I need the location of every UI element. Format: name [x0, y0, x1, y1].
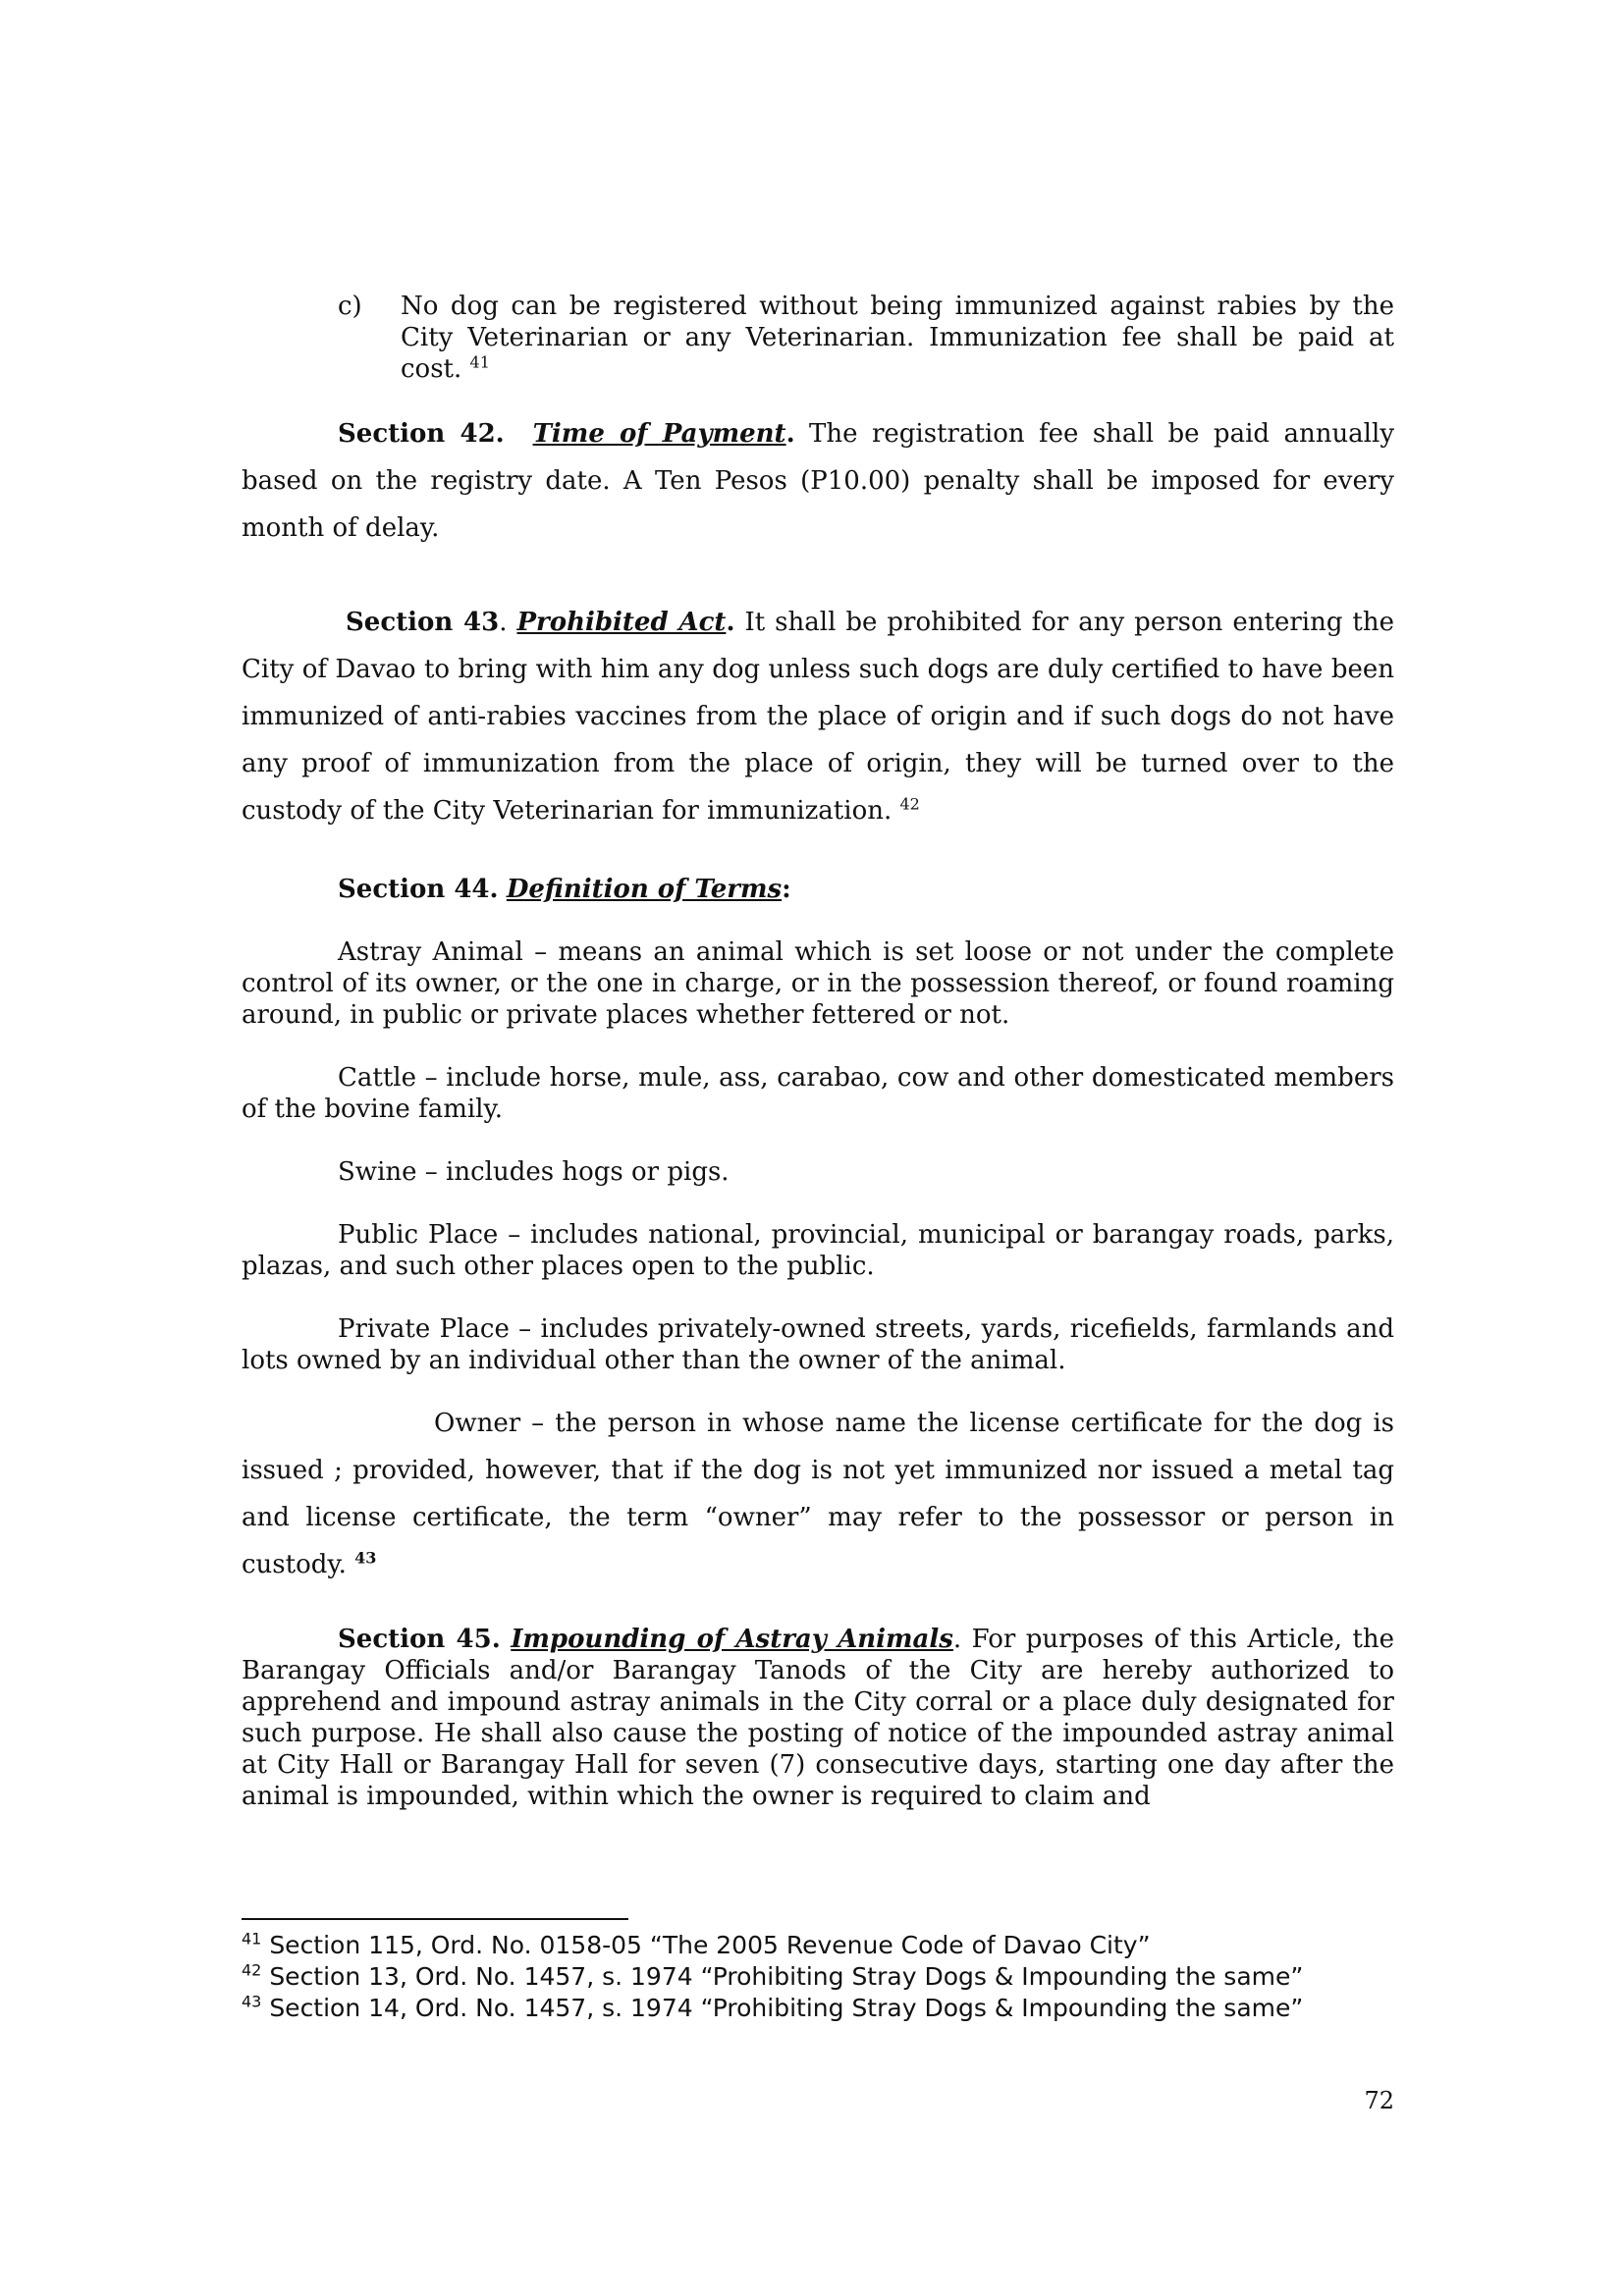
section-45-number: Section 45.: [338, 1625, 501, 1654]
footnote-41: [242, 1930, 1394, 1961]
footnote-43: [242, 1993, 1394, 2024]
footnote-42-number: 42: [242, 1960, 262, 1980]
definition-cattle: Cattle – include horse, mule, ass, carabao, cow and other domesticated members of the bovine family.: [242, 1063, 1394, 1124]
section-42-number: Section 42.: [338, 419, 505, 449]
section-43: Section 43. Prohibited Act. It shall be prohibited for any person entering the City of Davao to bring with him any dog unless such dogs are duly certified to have been immunized of anti-rabies vaccines from the place of origin and if such dogs do not have any proof of immunization from the place of origin, they will be turned over to the custody of the City Veterinarian for immunization. $^{42}$: [242, 608, 1395, 826]
section-44-number: Section 44.: [338, 875, 499, 904]
section-42-text: The registration fee shall be paid annually based on the registry date. A Ten Pesos (P10.00) penalty shall be imposed for every month of delay.: [242, 419, 1395, 543]
footnote-42: [242, 1961, 1394, 1993]
footnote-41-text: Section 115, Ord. No. 0158-05 “The 2005 Revenue Code of Davao City”: [269, 1931, 1151, 1959]
footnote-ref-42: 42: [899, 794, 920, 814]
footnote-41-number: 41: [242, 1929, 262, 1949]
definition-astray-animal: Astray Animal – means an animal which is set loose or not under the complete control of its owner, or the one in charge, or in the possession thereof, or found roaming around, in public or private places whether fettered or not.: [242, 937, 1394, 1030]
definition-swine: Swine – includes hogs or pigs.: [338, 1157, 730, 1187]
footnote-43-text: Section 14, Ord. No. 1457, s. 1974 “Prohibiting Stray Dogs & Impounding the same”: [269, 1994, 1304, 2022]
item-c-label: c): [338, 292, 362, 321]
section-45-title: Impounding of Astray Animals: [511, 1625, 953, 1654]
definition-public-place: Public Place – includes national, provincial, municipal or barangay roads, parks, plazas, and such other places open to the public.: [242, 1220, 1394, 1281]
footnote-ref-43: 43: [354, 1548, 377, 1568]
footnote-ref-41: 41: [469, 352, 490, 372]
item-c-text: [401, 291, 1394, 385]
section-42: Section 42. Time of Payment. The registration fee shall be paid annually based on the registry date. A Ten Pesos (P10.00) penalty shall be imposed for every month of delay.: [242, 419, 1395, 543]
section-44-title: Definition of Terms: [506, 875, 783, 904]
section-44-heading: Section 44. Definition of Terms:: [338, 875, 791, 904]
section-43-number: Section 43: [346, 608, 500, 637]
definition-owner-text: Owner – the person in whose name the license certificate for the dog is issued ; provided, however, that if the dog is not yet immunized nor issued a metal tag and license certificate, the term “owner” may refer to the possessor or person in custody.: [242, 1409, 1394, 1579]
footnote-42-text: Section 13, Ord. No. 1457, s. 1974 “Prohibiting Stray Dogs & Impounding the same”: [269, 1962, 1304, 1991]
section-43-title: Prohibited Act: [516, 608, 727, 637]
definition-owner: [242, 1400, 1394, 1588]
footnote-43-number: 43: [242, 1992, 262, 2011]
section-45-text: . For purposes of this Article, the Barangay Officials and/or Barangay Tanods of the City are hereby authorized to apprehend and impound astray animals in the City corral or a place duly designated for such purpose. He shall also cause the posting of notice of the impounded astray animal at City Hall or Barangay Hall for seven (7) consecutive days, starting one day after the animal is impounded, within which the owner is required to claim and: [242, 1625, 1394, 1811]
section-45: [242, 1624, 1394, 1812]
item-c-body: No dog can be registered without being immunized against rabies by the City Veterinarian or any Veterinarian. Immunization fee shall be paid at cost.: [401, 292, 1394, 384]
section-42-title: Time of Payment: [532, 419, 786, 449]
section-43-text: It shall be prohibited for any person entering the City of Davao to bring with him any dog unless such dogs are duly certified to have been immunized of anti-rabies vaccines from the place of origin and if such dogs do not have any proof of immunization from the place of origin, they will be turned over to the custody of the City Veterinarian for immunization.: [242, 608, 1395, 826]
page-number: 72: [1364, 2087, 1394, 2114]
footnote-separator: [242, 1918, 628, 1920]
definition-private-place: Private Place – includes privately-owned streets, yards, ricefields, farmlands and lots owned by an individual other than the owner of the animal.: [242, 1314, 1394, 1375]
